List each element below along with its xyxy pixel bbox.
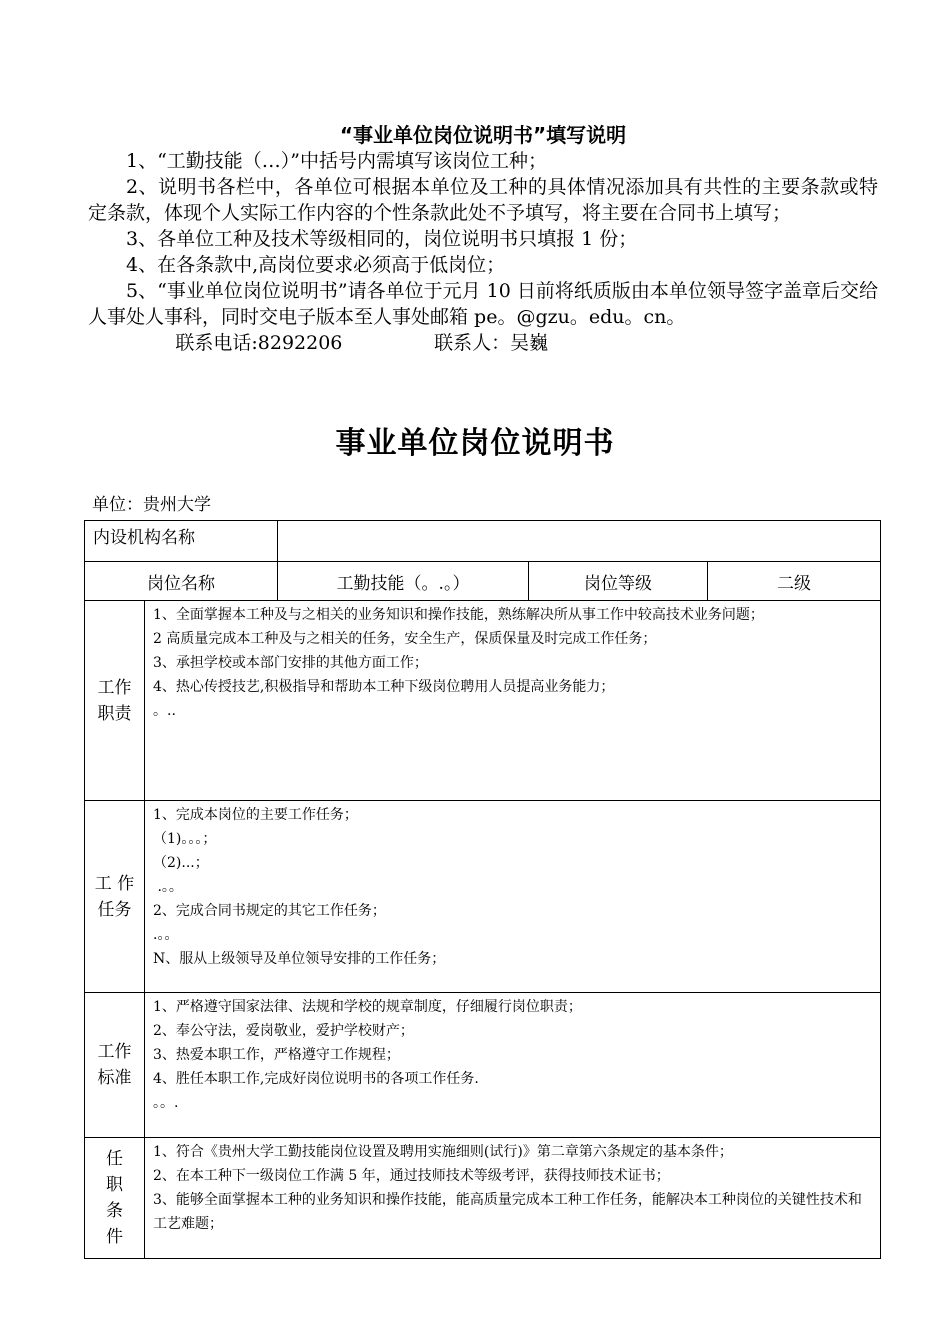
instructions-block — [88, 122, 878, 356]
task-content[interactable] — [145, 801, 881, 993]
document-title: 事业单位岗位说明书 — [335, 426, 615, 461]
org-name-value[interactable] — [278, 521, 881, 562]
qualification-line: 1、符合《贵州大学工勤技能岗位设置及聘用实施细则(试行)》第二章第六条规定的基本条件； — [153, 1144, 733, 1160]
qualification-label: 任 职 条 件 — [85, 1138, 145, 1259]
table-row — [85, 1138, 881, 1259]
duty-line: 。.. — [153, 703, 176, 719]
table-row — [85, 562, 881, 601]
qualification-content[interactable] — [145, 1138, 881, 1259]
duty-line: 4、热心传授技艺,积极指导和帮助本工种下级岗位聘用人员提高业务能力； — [153, 679, 615, 695]
table-row — [85, 801, 881, 993]
task-line: 2、完成合同书规定的其它工作任务； — [153, 903, 386, 919]
instruction-item: 4、在各条款中,高岗位要求必须高于低岗位； — [126, 254, 506, 276]
post-name-value[interactable]: 工勤技能（。.。） — [278, 562, 529, 601]
task-line: 1、完成本岗位的主要工作任务； — [153, 807, 358, 823]
post-name-label: 岗位名称 — [85, 562, 278, 601]
unit-label: 单位：贵州大学 — [92, 495, 211, 515]
duty-line: 3、承担学校或本部门安排的其他方面工作； — [153, 655, 428, 671]
contact-line — [88, 330, 878, 356]
standard-line: 。。. — [153, 1095, 179, 1111]
qualification-line: 3、能够全面掌握本工种的业务知识和操作技能，能高质量完成本工种工作任务，能解决本工种岗位的关键性技术和工艺难题； — [153, 1192, 862, 1232]
duty-label: 工作 职责 — [85, 601, 145, 801]
duty-line: 1、全面掌握本工种及与之相关的业务知识和操作技能，熟练解决所从事工作中较高技术业务问题； — [153, 607, 764, 623]
table-row — [85, 601, 881, 801]
standard-content[interactable] — [145, 993, 881, 1138]
duty-line: 2 高质量完成本工种及与之相关的任务，安全生产，保质保量及时完成工作任务； — [153, 631, 657, 647]
standard-line: 2、奉公守法，爱岗敬业，爱护学校财产； — [153, 1023, 414, 1039]
task-line: .。。 — [153, 927, 179, 943]
instruction-item: 1、“工勤技能（…）”中括号内需填写该岗位工种； — [126, 150, 548, 172]
instruction-item: 3、各单位工种及技术等级相同的，岗位说明书只填报 1 份； — [126, 228, 638, 250]
instructions-title: “事业单位岗位说明书”填写说明 — [339, 123, 627, 147]
task-line: （1)。。。； — [153, 831, 217, 847]
duty-content[interactable] — [145, 601, 881, 801]
post-level-label: 岗位等级 — [529, 562, 708, 601]
standard-line: 1、严格遵守国家法律、法规和学校的规章制度，仔细履行岗位职责； — [153, 999, 582, 1015]
standard-label: 工作 标准 — [85, 993, 145, 1138]
task-line: .。。 — [153, 879, 183, 895]
standard-line: 4、胜任本职工作,完成好岗位说明书的各项工作任务. — [153, 1071, 479, 1087]
post-description-table — [84, 520, 881, 1259]
task-label: 工 作 任务 — [85, 801, 145, 993]
org-name-label: 内设机构名称 — [85, 521, 278, 562]
table-row — [85, 521, 881, 562]
task-line: （2)...； — [153, 855, 209, 871]
task-line: N、服从上级领导及单位领导安排的工作任务； — [153, 951, 446, 967]
post-level-value[interactable]: 二级 — [708, 562, 881, 601]
contact-person: 联系人：吴巍 — [434, 332, 549, 354]
instruction-item: 5、“事业单位岗位说明书”请各单位于元月 10 日前将纸质版由本单位领导签字盖章后交给人事处人事科，同时交电子版本至人事处邮箱 pe。@gzu。edu。cn。 — [88, 280, 878, 328]
table-row — [85, 993, 881, 1138]
qualification-line: 2、在本工种下一级岗位工作满 5 年，通过技师技术等级考评，获得技师技术证书； — [153, 1168, 670, 1184]
contact-phone: 联系电话:8292206 — [175, 332, 343, 354]
standard-line: 3、热爱本职工作，严格遵守工作规程； — [153, 1047, 400, 1063]
instruction-item: 2、说明书各栏中，各单位可根据本单位及工种的具体情况添加具有共性的主要条款或特定条款，体现个人实际工作内容的个性条款此处不予填写，将主要在合同书上填写； — [88, 176, 878, 224]
